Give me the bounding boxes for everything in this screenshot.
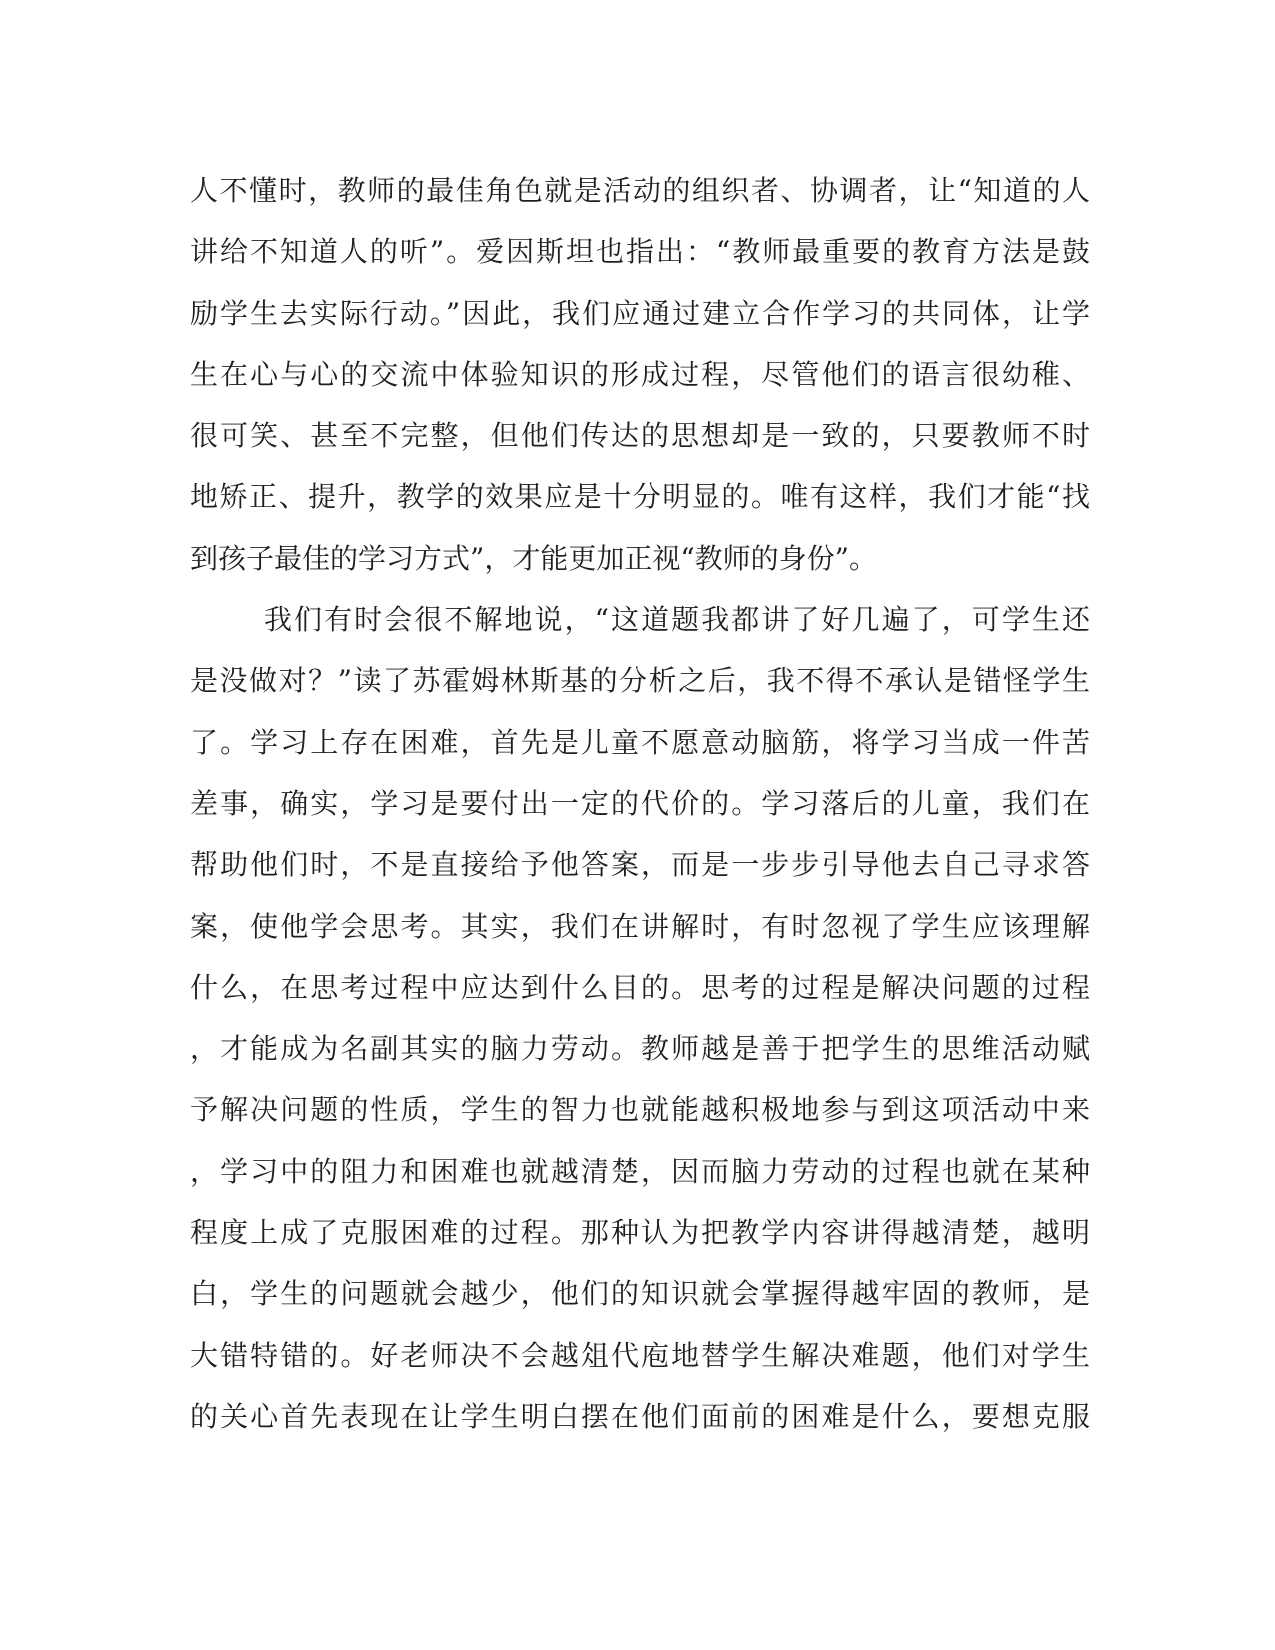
text-line: 白，学生的问题就会越少，他们的知识就会掌握得越牢固的教师，是 [190, 1277, 1090, 1311]
text-line: 程度上成了克服困难的过程。那种认为把教学内容讲得越清楚，越明 [190, 1216, 1090, 1250]
paragraph-start-line: 我们有时会很不解地说，“这道题我都讲了好几遍了，可学生还 [264, 603, 1090, 637]
text-line: 差事，确实，学习是要付出一定的代价的。学习落后的儿童，我们在 [190, 786, 1090, 820]
text-line: 予解决问题的性质，学生的智力也就能越积极地参与到这项活动中来 [190, 1093, 1090, 1127]
text-line: 大错特错的。好老师决不会越俎代庖地替学生解决难题，他们对学生 [190, 1338, 1090, 1372]
text-line: 案，使他学会思考。其实，我们在讲解时，有时忽视了学生应该理解 [190, 909, 1090, 943]
text-line: 人不懂时，教师的最佳角色就是活动的组织者、协调者，让“知道的人 [190, 174, 1090, 207]
text-line: ，才能成为名副其实的脑力劳动。教师越是善于把学生的思维活动赋 [190, 1032, 1090, 1066]
text-line: 是没做对？”读了苏霍姆林斯基的分析之后，我不得不承认是错怪学生 [190, 664, 1090, 698]
text-line: 的关心首先表现在让学生明白摆在他们面前的困难是什么，要想克服 [190, 1399, 1090, 1433]
text-line: 讲给不知道人的听”。爱因斯坦也指出：“教师最重要的教育方法是鼓 [190, 235, 1090, 269]
text-line: 帮助他们时，不是直接给予他答案，而是一步步引导他去自己寻求答 [190, 848, 1090, 882]
text-line: ，学习中的阻力和困难也就越清楚，因而脑力劳动的过程也就在某种 [190, 1154, 1090, 1188]
text-line: 很可笑、甚至不完整，但他们传达的思想却是一致的，只要教师不时 [190, 419, 1090, 453]
text-line: 励学生去实际行动。”因此，我们应通过建立合作学习的共同体，让学 [190, 296, 1090, 330]
text-line: 到孩子最佳的学习方式”，才能更加正视“教师的身份”。 [190, 541, 877, 575]
text-line: 地矫正、提升，教学的效果应是十分明显的。唯有这样，我们才能“找 [190, 480, 1090, 514]
text-line: 了。学习上存在困难，首先是儿童不愿意动脑筋，将学习当成一件苦 [190, 725, 1090, 759]
text-line: 生在心与心的交流中体验知识的形成过程，尽管他们的语言很幼稚、 [190, 357, 1090, 391]
text-line: 什么，在思考过程中应达到什么目的。思考的过程是解决问题的过程 [190, 970, 1090, 1004]
body-text [190, 160, 1090, 1447]
